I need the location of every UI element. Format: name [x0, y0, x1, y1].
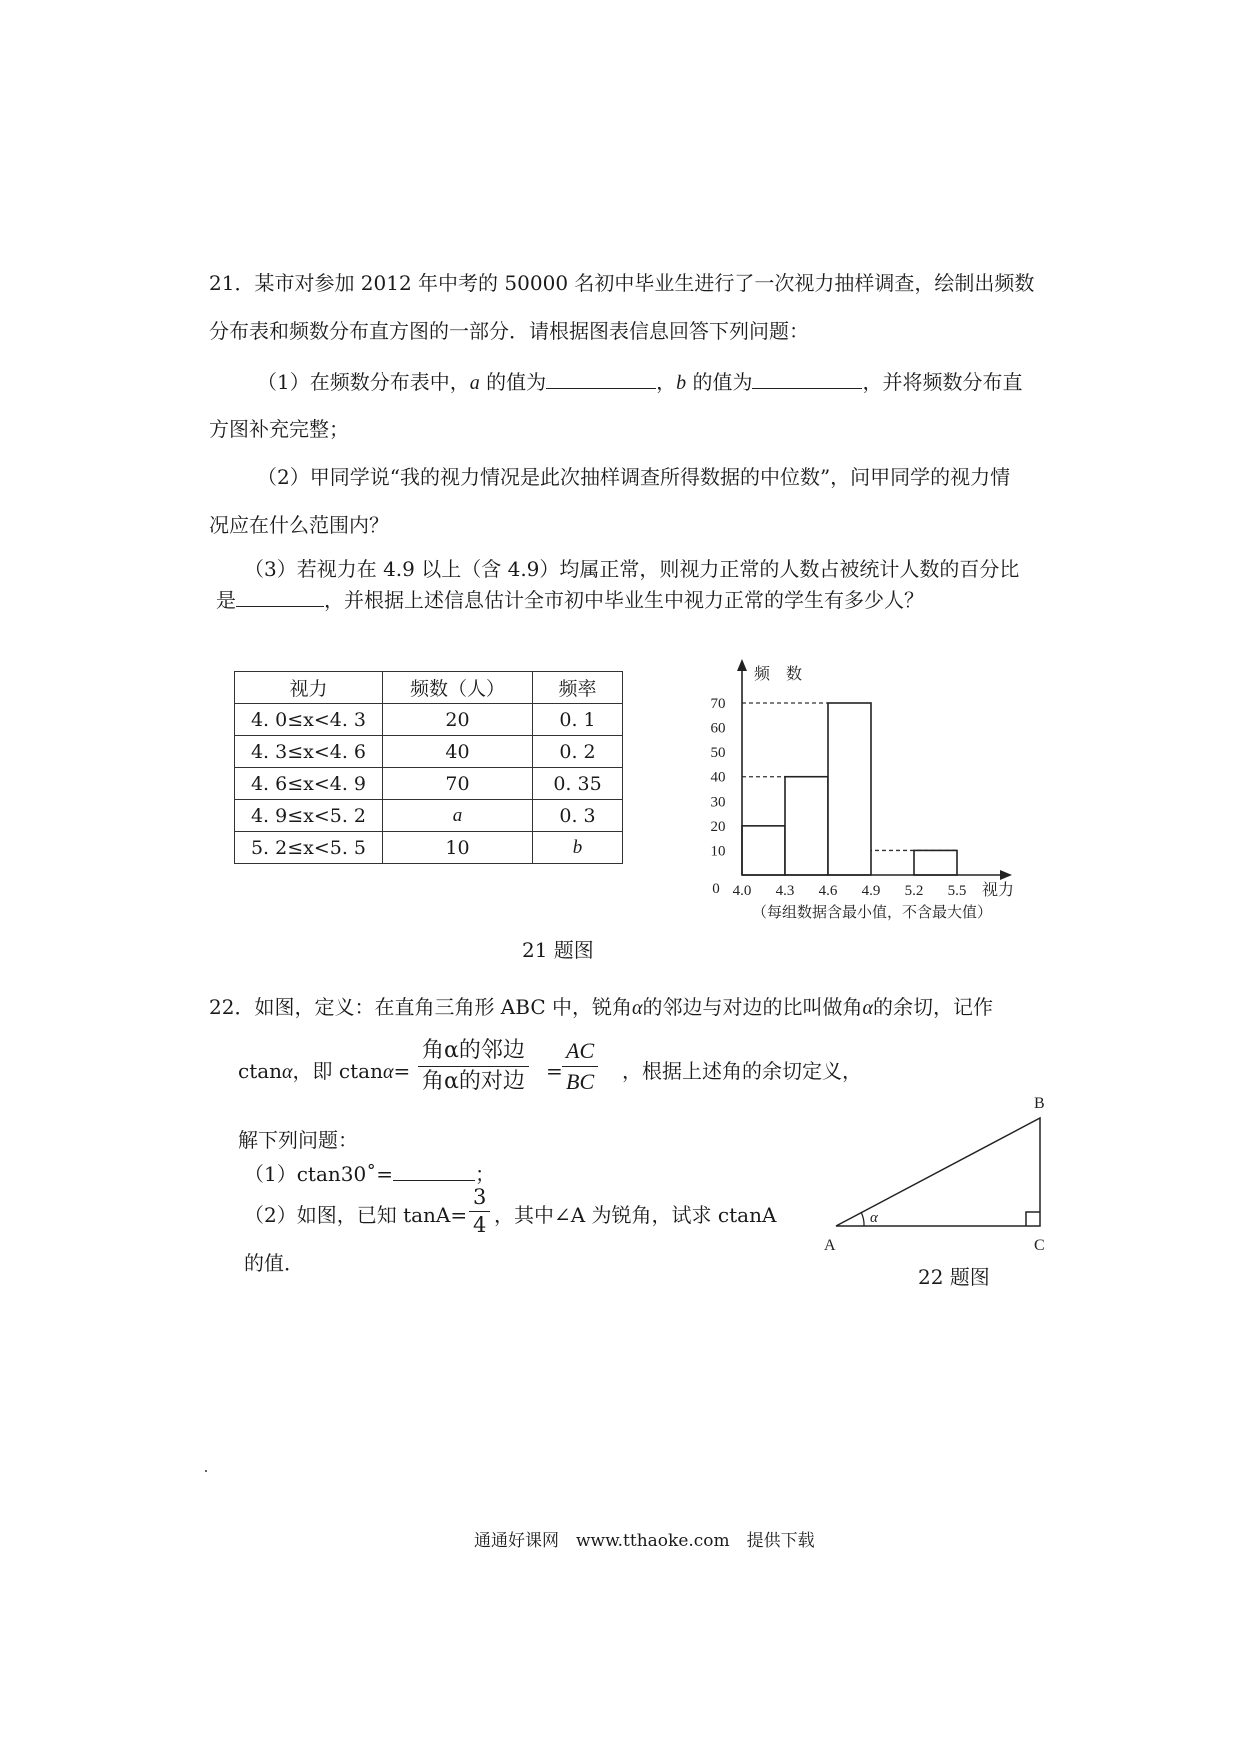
- right-angle-mark: [1026, 1212, 1040, 1226]
- x-tick-label: 4.0: [732, 883, 752, 899]
- table-header: 频率: [533, 672, 623, 704]
- ctan-fraction-words: 角α的邻边 角α的对边: [418, 1036, 529, 1097]
- histogram-bar: [742, 826, 785, 875]
- histogram-bar: [828, 703, 871, 875]
- range-cell: 4. 0≤x<4. 3: [235, 704, 383, 736]
- q21-part2-line1: （2）甲同学说“我的视力情况是此次抽样调查所得数据的中位数”，问甲同学的视力情: [257, 465, 1011, 489]
- answer-blank-a[interactable]: [546, 368, 656, 389]
- y-tick-label: 0: [712, 881, 720, 897]
- histogram-bar: [914, 850, 957, 875]
- count-cell: 20: [383, 704, 533, 736]
- x-tick-label: 4.6: [818, 883, 838, 899]
- y-tick-label: 30: [710, 794, 726, 811]
- table-row: [235, 832, 623, 864]
- answer-blank-ctan30[interactable]: [393, 1160, 475, 1181]
- range-cell: 4. 9≤x<5. 2: [235, 800, 383, 832]
- x-tick-label: 4.3: [775, 883, 795, 899]
- answer-blank-percent[interactable]: [236, 586, 324, 607]
- y-tick-label: 40: [710, 769, 726, 786]
- y-tick-label: 60: [710, 720, 726, 737]
- y-tick-label: 20: [710, 818, 726, 835]
- freq-cell: 0. 3: [533, 800, 623, 832]
- q22-part2-a: （2）如图，已知 tanA=: [244, 1203, 468, 1227]
- count-cell: 70: [383, 768, 533, 800]
- label-alpha: α: [870, 1210, 878, 1226]
- q21-part2-line2: 况应在什么范围内？: [209, 513, 389, 537]
- y-tick-label: 70: [710, 696, 726, 712]
- answer-blank-b[interactable]: [752, 368, 862, 389]
- table-row: [235, 800, 623, 832]
- x-tick-label: 4.9: [861, 883, 881, 899]
- q22-part2-line2: 的值．: [244, 1251, 304, 1275]
- q21-line2: 分布表和频数分布直方图的一部分．请根据图表信息回答下列问题：: [209, 319, 809, 343]
- tan-fraction: $\frac{3}{4}$: [469, 1184, 490, 1239]
- y-axis-arrow: [737, 659, 747, 671]
- chart-note: （每组数据含最小值，不含最大值）: [752, 905, 993, 921]
- q22-line1: 22．如图，定义：在直角三角形 ABC 中，锐角α的邻边与对边的比叫做角α的余切，记作: [209, 995, 993, 1019]
- x-axis-label: 视力: [982, 882, 1015, 899]
- label-b: B: [1034, 1095, 1045, 1112]
- q21-line1: 21．某市对参加 2012 年中考的 50000 名初中毕业生进行了一次视力抽样调查，绘制出频数: [209, 271, 1035, 295]
- label-a: A: [824, 1237, 836, 1254]
- table-header: 视力: [235, 672, 383, 704]
- table-header: 频数（人）: [383, 672, 533, 704]
- table-header-row: [235, 672, 623, 704]
- freq-cell: 0. 35: [533, 768, 623, 800]
- range-cell: 4. 6≤x<4. 9: [235, 768, 383, 800]
- x-axis-arrow: [1000, 870, 1012, 880]
- y-tick-label: 50: [710, 745, 726, 762]
- table-row: [235, 704, 623, 736]
- table-row: [235, 768, 623, 800]
- frequency-table: [234, 671, 623, 864]
- y-tick-label: 10: [710, 843, 726, 860]
- triangle-abc: [836, 1118, 1040, 1226]
- q22-part1: （1）ctan30˚= ；: [244, 1162, 495, 1186]
- q22-figure-caption: 22 题图: [918, 1265, 990, 1289]
- histogram-chart: [680, 655, 1020, 925]
- range-cell: 5. 2≤x<5. 5: [235, 832, 383, 864]
- q21-part3-line1: （3）若视力在 4.9 以上（含 4.9）均属正常，则视力正常的人数占被统计人数的百分比: [244, 557, 1020, 581]
- ctan-fraction-sides: $\frac{AC}{BC}$: [562, 1036, 598, 1097]
- range-cell: 4. 3≤x<4. 6: [235, 736, 383, 768]
- page-footer: 通通好课网 www.tthaoke.com 提供下载: [474, 1531, 815, 1551]
- q21-part1-line2: 方图补充完整；: [209, 417, 349, 441]
- q21-part3-line2: 是 ，并根据上述信息估计全市初中毕业生中视力正常的学生有多少人？: [216, 588, 924, 612]
- equals-sign: =: [546, 1059, 563, 1083]
- q21-figure-caption: 21 题图: [522, 938, 594, 962]
- q22-solve-line: 解下列问题：: [238, 1128, 358, 1152]
- y-axis-label: 频 数: [754, 666, 803, 683]
- label-c: C: [1034, 1237, 1045, 1254]
- x-tick-label: 5.5: [947, 883, 967, 899]
- freq-cell: 0. 1: [533, 704, 623, 736]
- table-row: [235, 736, 623, 768]
- count-cell: 10: [383, 832, 533, 864]
- triangle-diagram: [820, 1090, 1080, 1270]
- q22-definition-line: ctanα，即 ctanα=: [238, 1059, 411, 1083]
- angle-alpha-arc: [861, 1212, 864, 1226]
- x-tick-label: 5.2: [904, 883, 924, 899]
- stray-dot: [205, 1470, 207, 1472]
- freq-cell: b: [533, 832, 623, 864]
- histogram-bar: [785, 777, 828, 875]
- freq-cell: 0. 2: [533, 736, 623, 768]
- q22-definition-after: ，根据上述角的余切定义，: [622, 1059, 862, 1083]
- count-cell: a: [383, 800, 533, 832]
- q21-part1: （1）在频数分布表中，a 的值为 ，b 的值为 ，并将频数分布直: [257, 370, 1023, 394]
- count-cell: 40: [383, 736, 533, 768]
- q22-part2-b: ，其中∠A 为锐角，试求 ctanA: [494, 1203, 777, 1227]
